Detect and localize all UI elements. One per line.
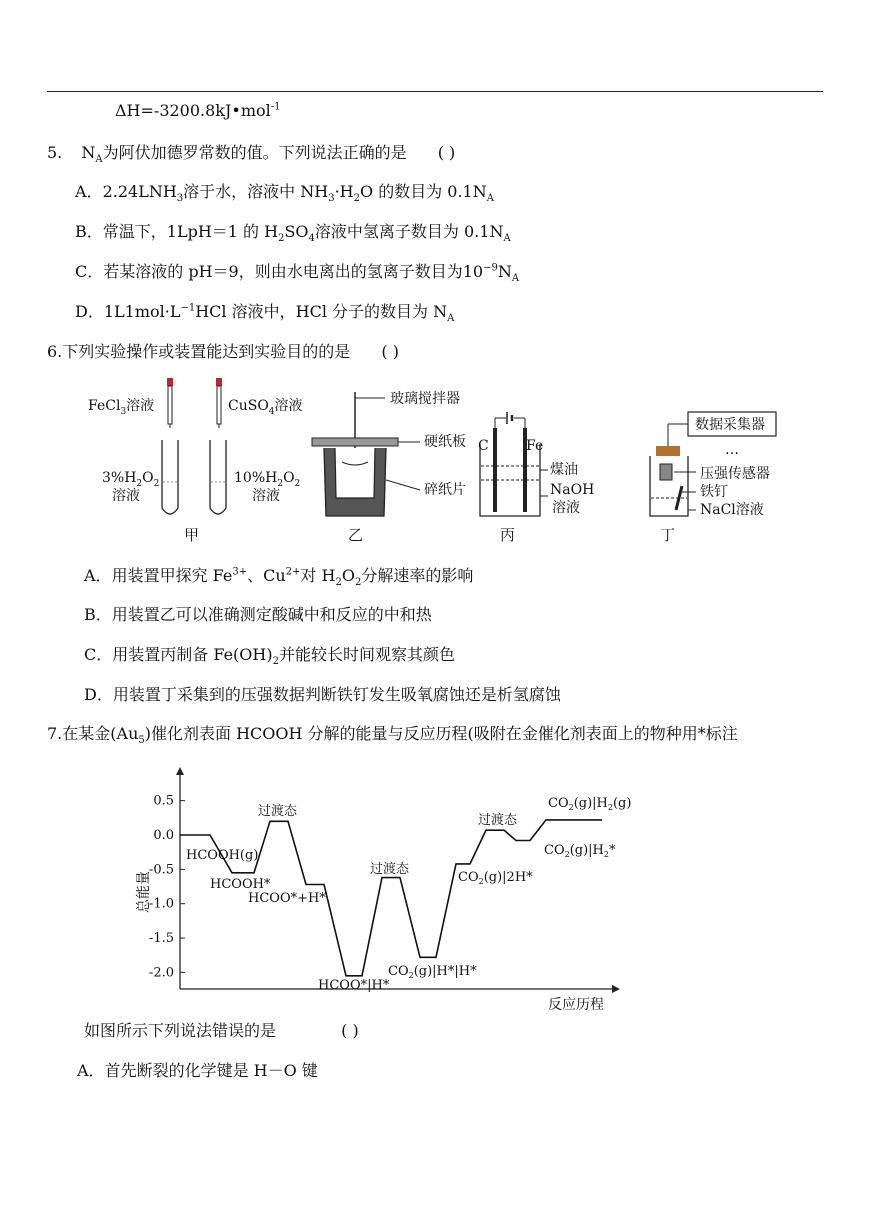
y-tick-label: 0.5: [153, 793, 174, 809]
label-yi: 乙: [348, 526, 364, 544]
subscript: A: [486, 193, 494, 205]
q6-option-d[interactable]: [84, 685, 561, 705]
dropper-bulb-1: [167, 378, 173, 386]
subscript: 2: [278, 233, 285, 245]
q5-na: N: [81, 143, 96, 162]
label-bing: 丙: [500, 526, 516, 544]
option-text: 若某溶液的 pH＝9，则由水电离出的氢离子数目为10: [103, 262, 484, 281]
paper-pointer: [386, 480, 420, 490]
pressure-sensor: [660, 464, 672, 480]
subscript: 2: [272, 656, 279, 668]
apparatus-yi: [312, 390, 466, 544]
option-label: A．: [84, 566, 112, 585]
dropper-bulb-2: [216, 378, 222, 386]
option-label: A．: [75, 182, 103, 201]
ellipsis: …: [725, 442, 739, 458]
option-label: D．: [75, 302, 104, 321]
subscript: 3: [328, 193, 335, 205]
apparatus-bing: [478, 412, 594, 544]
y-tick-label: -2.0: [148, 965, 174, 981]
inner-beaker: [335, 448, 375, 498]
q7-stem: [47, 724, 738, 747]
nacl-label: NaCl溶液: [700, 502, 764, 518]
enthalpy-exponent: -1: [270, 101, 281, 113]
naoh-solution-label: 溶液: [552, 500, 580, 516]
q5-option-d[interactable]: [75, 302, 455, 325]
subscript: A: [511, 273, 520, 285]
option-text: 用装置甲探究 Fe: [111, 566, 233, 585]
q6-answer-blank[interactable]: ( ): [381, 342, 399, 361]
au-symbol: Au: [116, 724, 139, 743]
q7-option-a[interactable]: [77, 1061, 318, 1081]
x-axis-arrow: [612, 985, 620, 993]
dropper-tube-1: [168, 386, 172, 424]
state-label-hcoo-h: HCOO*+H*: [248, 891, 326, 906]
state-label-hcooh-g: HCOOH(g): [186, 848, 259, 863]
q7-answer-blank[interactable]: ( ): [341, 1021, 359, 1040]
option-text: 用装置乙可以准确测定酸碱中和反应的中和热: [111, 605, 432, 624]
state-label-hcoo-bar-h: HCOO*|H*: [318, 978, 390, 993]
y-tick-label: -1.5: [148, 931, 174, 947]
option-text: HCl 溶液中，HCl 分子的数目为 N: [195, 302, 448, 321]
option-label: C．: [75, 262, 104, 281]
q7-follow-up: [84, 1021, 359, 1041]
state-label-co2-h2-g: $CO_2(g)|H_2(g)$: [548, 796, 632, 812]
superscript: 3+: [232, 566, 248, 578]
nail-label: 铁钉: [700, 484, 728, 500]
header-rule: [47, 91, 823, 92]
state-label-co2-h2-ads: $CO_2(g)|H_2*$: [544, 843, 616, 859]
q6-option-b[interactable]: [84, 605, 432, 625]
h2o2-10-label: $10\%H_2O_2$: [234, 470, 301, 489]
data-collector-label: 数据采集器: [695, 417, 765, 433]
subscript: 2: [335, 577, 342, 589]
state-label-hcooh-ads: HCOOH*: [210, 877, 271, 892]
label-jia: 甲: [184, 526, 200, 544]
q5-option-b[interactable]: [75, 222, 511, 245]
h2o2-3-solution: 溶液: [112, 488, 140, 504]
option-text: 分解速率的影响: [361, 566, 474, 585]
cuso4-label: CuSO$_4$溶液: [228, 398, 303, 417]
option-label: C．: [84, 645, 113, 664]
state-label-co2-2h: $CO_2(g)|2H*$: [458, 870, 533, 886]
subscript: 3: [176, 193, 184, 205]
q6-stem: [47, 342, 399, 362]
subscript: A: [447, 313, 455, 325]
q5-number: 5.: [47, 143, 63, 162]
q5-stem: [47, 143, 456, 166]
enthalpy-line: [115, 101, 281, 121]
superscript: −9: [483, 262, 498, 274]
label-ding: 丁: [660, 526, 676, 544]
sensor-label: 压强传感器: [700, 466, 770, 482]
stirrer-label: 玻璃搅拌器: [390, 391, 460, 407]
option-label: B．: [84, 605, 112, 624]
q7-follow-text: 如图所示下列说法错误的是: [84, 1021, 277, 1040]
option-text: ·H: [334, 182, 354, 201]
y-tick-label: -0.5: [148, 862, 174, 878]
subscript: A: [503, 233, 511, 245]
option-text: 2.24LNH: [102, 182, 177, 201]
option-text: 首先断裂的化学键是 H－O 键: [104, 1061, 318, 1080]
option-text: 对 H: [300, 566, 336, 585]
y-tick-label: 0.0: [153, 828, 174, 843]
q6-stem-text: 6.下列实验操作或装置能达到实验目的的是: [47, 342, 351, 361]
h2o2-3-label: $3\%H_2O_2$: [102, 470, 160, 489]
stopper: [656, 446, 680, 456]
option-label: B．: [75, 222, 103, 241]
paper-label: 碎纸片: [424, 482, 466, 498]
y-axis-title: 总能量: [136, 871, 152, 913]
option-text: 并能较长时间观察其颜色: [278, 645, 455, 664]
energy-curve: [180, 820, 602, 976]
x-axis-title: 反应历程: [548, 997, 604, 1013]
option-text: O 的数目为 0.1N: [359, 182, 487, 201]
option-text: 1L1mol·L: [103, 302, 181, 321]
option-label: A．: [77, 1061, 105, 1080]
apparatus-jia: [88, 378, 303, 544]
subscript: 5: [138, 735, 145, 747]
superscript: 2+: [285, 566, 301, 578]
apparatus-ding: [650, 412, 776, 544]
superscript: −1: [180, 302, 196, 314]
q5-stem-text: 为阿伏加德罗常数的值。下列说法正确的是: [102, 143, 407, 162]
naoh-label: NaOH: [550, 482, 595, 498]
y-axis-arrow: [176, 767, 184, 775]
cardboard: [312, 438, 398, 446]
y-tick-label: -1.0: [148, 896, 174, 912]
subscript: 4: [308, 233, 315, 245]
cardboard-label: 硬纸板: [424, 434, 466, 450]
state-label-ts2: 过渡态: [370, 862, 410, 877]
q5-option-a[interactable]: [75, 182, 494, 205]
h2o2-10-solution: 溶液: [252, 488, 280, 504]
option-label: D．: [84, 685, 113, 704]
q7-stem-text: )催化剂表面 HCOOH 分解的能量与反应历程(吸附在金催化剂表面上的物种用*标注: [144, 724, 738, 743]
test-tube-2: [210, 440, 226, 514]
option-text: O: [341, 566, 355, 585]
energy-diagram: [130, 765, 650, 1017]
q7-stem-text: 7.在某金(: [47, 724, 117, 743]
state-label-ts3: 过渡态: [478, 813, 518, 828]
dropper-tube-2: [217, 386, 221, 424]
option-text: N: [497, 262, 512, 281]
q6-option-a[interactable]: [84, 566, 474, 589]
option-text: SO: [284, 222, 309, 241]
q5-na-sub: A: [95, 154, 103, 166]
subscript: 2: [354, 577, 362, 589]
enthalpy-text: ΔH=-3200.8kJ•mol: [115, 101, 271, 120]
state-label-ts1: 过渡态: [258, 804, 298, 819]
option-text: 溶液中氢离子数目为 0.1N: [314, 222, 504, 241]
option-text: 用装置丙制备 Fe(OH): [112, 645, 273, 664]
kerosene-label: 煤油: [550, 462, 578, 478]
c-label: C: [478, 438, 489, 454]
option-text: 、Cu: [247, 566, 286, 585]
option-text: 用装置丁采集到的压强数据判断铁钉发生吸氧腐蚀还是析氢腐蚀: [112, 685, 561, 704]
option-text: 溶于水，溶液中 NH: [183, 182, 329, 201]
fe-label: Fe: [526, 438, 544, 454]
apparatus-figure: [80, 370, 800, 555]
q5-option-c[interactable]: [75, 262, 520, 285]
test-tube-1: [162, 440, 178, 514]
q6-option-c[interactable]: [84, 645, 455, 668]
subscript: 2: [353, 193, 360, 205]
state-label-co2-h-h: $CO_2(g)|H*|H*$: [388, 964, 477, 980]
option-text: 常温下，1LpH＝1 的 H: [102, 222, 279, 241]
q5-answer-blank[interactable]: ( ): [437, 143, 456, 162]
fecl3-label: FeCl$_3$溶液: [88, 398, 155, 417]
